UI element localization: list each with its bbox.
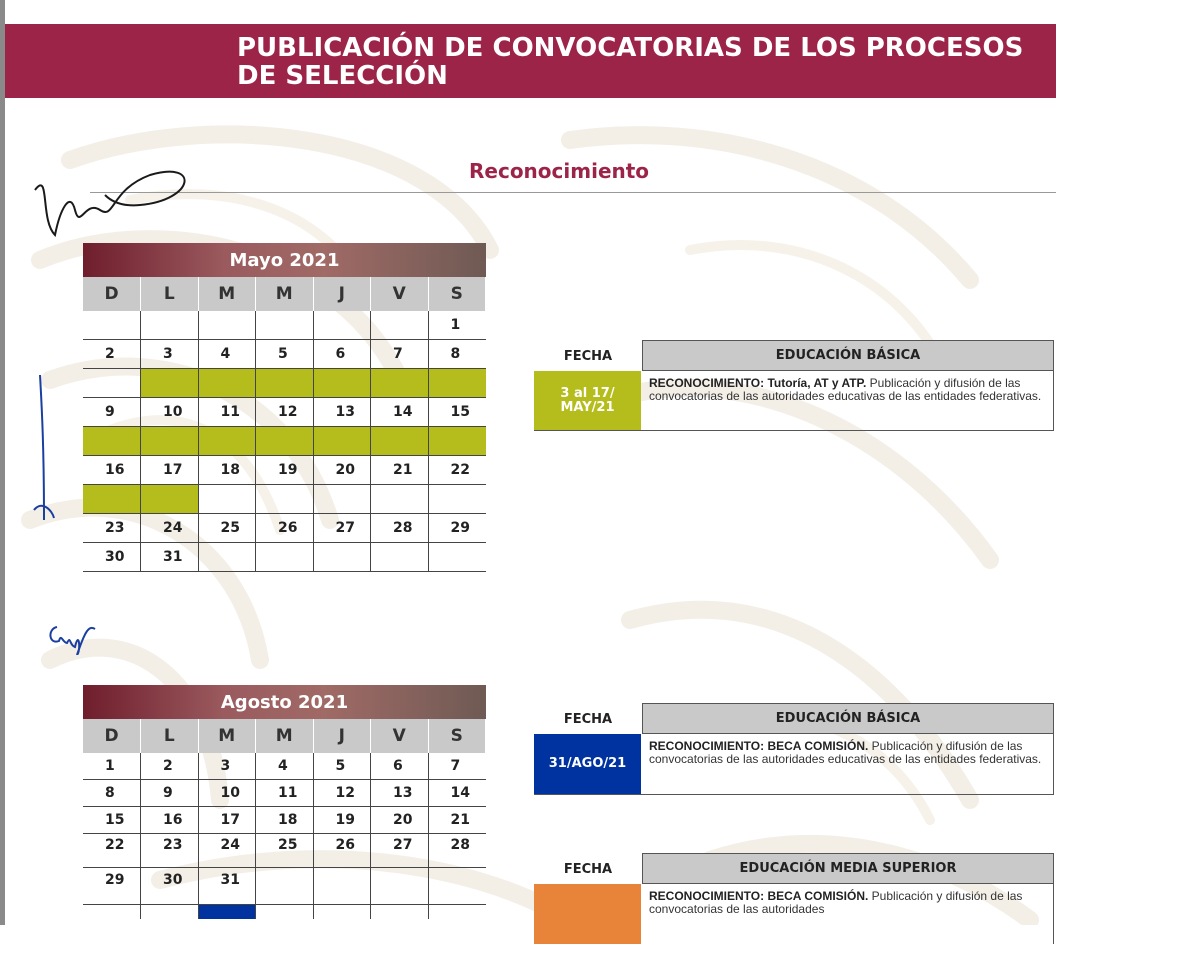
day-cell: 31 xyxy=(141,543,199,572)
event-detail: Publicación y difusión de las convocatorias de las autoridades educativas de las entidades federativas. xyxy=(649,739,1042,766)
day-cell: 26 xyxy=(256,514,314,543)
initials-mark xyxy=(45,615,105,655)
day-cell: 7 xyxy=(428,753,486,780)
day-cell xyxy=(198,311,256,340)
day-cell xyxy=(371,543,429,572)
weekday-header: L xyxy=(141,277,199,311)
section-title: Reconocimiento xyxy=(469,159,650,183)
day-cell: 24 xyxy=(198,834,256,868)
highlight-bar xyxy=(256,427,314,456)
fecha-label: FECHA xyxy=(563,862,613,877)
day-cell: 14 xyxy=(371,398,429,427)
day-cell: 19 xyxy=(256,456,314,485)
event-date-line-1: 3 al 17/ xyxy=(560,385,615,401)
day-cell: 1 xyxy=(83,753,141,780)
day-cell: 14 xyxy=(428,780,486,807)
day-cell: 3 xyxy=(141,340,199,369)
day-cell xyxy=(256,543,314,572)
event-description xyxy=(641,884,1054,944)
day-cell: 2 xyxy=(141,753,199,780)
highlight-row xyxy=(83,485,486,514)
weekday-header: L xyxy=(141,719,199,753)
event-detail: Publicación y difusión de las convocatorias de las autoridades educativas de las entidades federativas. xyxy=(649,376,1042,403)
section-divider xyxy=(90,192,1056,193)
weekday-header: D xyxy=(83,277,141,311)
day-cell xyxy=(313,543,371,572)
education-level-header: EDUCACIÓN BÁSICA xyxy=(642,703,1054,734)
calendar-august-grid xyxy=(83,719,486,919)
day-cell: 9 xyxy=(141,780,199,807)
day-cell: 11 xyxy=(256,780,314,807)
day-cell: 21 xyxy=(371,456,429,485)
day-cell: 30 xyxy=(141,868,199,905)
day-cell: 1 xyxy=(428,311,486,340)
calendar-august-title: Agosto 2021 xyxy=(83,685,486,719)
weekday-header: J xyxy=(313,277,371,311)
education-level-header: EDUCACIÓN BÁSICA xyxy=(642,340,1054,371)
day-cell: 10 xyxy=(141,398,199,427)
day-cell: 12 xyxy=(313,780,371,807)
day-cell: 20 xyxy=(313,456,371,485)
day-cell: 17 xyxy=(198,807,256,834)
day-cell: 23 xyxy=(83,514,141,543)
day-cell: 24 xyxy=(141,514,199,543)
day-cell: 21 xyxy=(428,807,486,834)
week-row xyxy=(83,868,486,905)
day-cell xyxy=(256,868,314,905)
highlight-bar xyxy=(198,905,256,920)
day-cell: 5 xyxy=(256,340,314,369)
day-cell: 29 xyxy=(83,868,141,905)
header-banner xyxy=(5,24,1056,98)
day-cell: 30 xyxy=(83,543,141,572)
weekday-header: V xyxy=(371,719,429,753)
day-cell xyxy=(371,311,429,340)
weekday-header: J xyxy=(313,719,371,753)
day-cell: 10 xyxy=(198,780,256,807)
weekday-header-row xyxy=(83,277,486,311)
calendar-may-grid xyxy=(83,277,486,572)
page-title-line-2: DE SELECCIÓN xyxy=(237,61,448,91)
day-cell: 3 xyxy=(198,753,256,780)
day-cell: 13 xyxy=(313,398,371,427)
event-card-basica-aug xyxy=(534,703,1054,795)
weekday-header: V xyxy=(371,277,429,311)
day-cell: 23 xyxy=(141,834,199,868)
weekday-header-row xyxy=(83,719,486,753)
day-cell: 15 xyxy=(83,807,141,834)
day-cell xyxy=(256,311,314,340)
day-cell xyxy=(83,311,141,340)
day-cell: 18 xyxy=(256,807,314,834)
day-cell: 6 xyxy=(371,753,429,780)
day-cell: 18 xyxy=(198,456,256,485)
day-cell: 12 xyxy=(256,398,314,427)
week-row xyxy=(83,456,486,485)
page-title-line-1: PUBLICACIÓN DE CONVOCATORIAS DE LOS PROCESOS xyxy=(237,33,1024,63)
event-card-basica-may xyxy=(534,340,1054,431)
day-cell: 7 xyxy=(371,340,429,369)
event-title: RECONOCIMIENTO: BECA COMISIÓN. xyxy=(649,739,869,753)
highlight-bar xyxy=(371,427,429,456)
day-cell: 22 xyxy=(83,834,141,868)
signature-mark-2 xyxy=(30,370,70,530)
weekday-header: D xyxy=(83,719,141,753)
highlight-bar xyxy=(83,485,141,514)
day-cell xyxy=(141,311,199,340)
day-cell: 27 xyxy=(371,834,429,868)
day-cell: 15 xyxy=(428,398,486,427)
day-cell: 4 xyxy=(198,340,256,369)
event-date-badge xyxy=(534,884,641,958)
event-description xyxy=(641,734,1054,794)
day-cell xyxy=(428,868,486,905)
event-date-line-1: 31/AGO/21 xyxy=(548,943,627,958)
week-row xyxy=(83,543,486,572)
highlight-bar xyxy=(83,427,141,456)
event-date-badge xyxy=(534,734,641,794)
day-cell: 5 xyxy=(313,753,371,780)
calendar-august xyxy=(83,685,486,919)
day-cell: 25 xyxy=(256,834,314,868)
weekday-header: S xyxy=(428,719,486,753)
event-title: RECONOCIMIENTO: Tutoría, AT y ATP. xyxy=(649,376,867,390)
highlight-bar xyxy=(313,427,371,456)
calendar-may xyxy=(83,243,486,572)
week-row xyxy=(83,834,486,868)
event-date-line-2: MAY/21 xyxy=(560,399,615,415)
day-cell: 26 xyxy=(313,834,371,868)
event-card-media-superior xyxy=(534,853,1054,958)
highlight-row xyxy=(83,905,486,920)
highlight-bar xyxy=(428,427,486,456)
weekday-header: M xyxy=(198,277,256,311)
event-detail: Publicación y difusión de las convocatorias de las autoridades xyxy=(649,889,1023,916)
day-cell: 28 xyxy=(371,514,429,543)
event-date-line-1: 31/AGO/21 xyxy=(548,756,627,771)
day-cell: 31 xyxy=(198,868,256,905)
day-cell xyxy=(428,543,486,572)
day-cell: 8 xyxy=(83,780,141,807)
page-title xyxy=(237,34,1037,90)
day-cell: 9 xyxy=(83,398,141,427)
day-cell: 8 xyxy=(428,340,486,369)
highlight-bar xyxy=(428,369,486,398)
event-date-badge xyxy=(534,371,641,430)
day-cell: 13 xyxy=(371,780,429,807)
day-cell xyxy=(198,543,256,572)
week-row xyxy=(83,780,486,807)
highlight-bar xyxy=(256,369,314,398)
highlight-bar xyxy=(141,427,199,456)
week-row xyxy=(83,340,486,369)
day-cell: 16 xyxy=(83,456,141,485)
page-edge xyxy=(0,0,5,925)
fecha-label: FECHA xyxy=(563,712,613,727)
highlight-bar xyxy=(141,485,199,514)
weekday-header: S xyxy=(428,277,486,311)
day-cell: 22 xyxy=(428,456,486,485)
day-cell: 28 xyxy=(428,834,486,868)
education-level-header: EDUCACIÓN MEDIA SUPERIOR xyxy=(642,853,1054,884)
day-cell xyxy=(313,311,371,340)
week-row xyxy=(83,753,486,780)
weekday-header: M xyxy=(256,719,314,753)
day-cell: 2 xyxy=(83,340,141,369)
day-cell: 27 xyxy=(313,514,371,543)
day-cell: 17 xyxy=(141,456,199,485)
weekday-header: M xyxy=(256,277,314,311)
day-cell: 29 xyxy=(428,514,486,543)
signature-mark-1 xyxy=(30,150,200,250)
fecha-label: FECHA xyxy=(563,349,613,364)
highlight-bar xyxy=(198,427,256,456)
event-title: RECONOCIMIENTO: BECA COMISIÓN. xyxy=(649,889,869,903)
calendar-may-title: Mayo 2021 xyxy=(83,243,486,277)
weekday-header: M xyxy=(198,719,256,753)
day-cell: 25 xyxy=(198,514,256,543)
week-row xyxy=(83,398,486,427)
highlight-row xyxy=(83,369,486,398)
day-cell: 4 xyxy=(256,753,314,780)
day-cell: 6 xyxy=(313,340,371,369)
event-description xyxy=(641,371,1054,430)
highlight-row xyxy=(83,427,486,456)
day-cell: 20 xyxy=(371,807,429,834)
week-row xyxy=(83,807,486,834)
day-cell: 16 xyxy=(141,807,199,834)
highlight-bar xyxy=(141,369,199,398)
week-row xyxy=(83,514,486,543)
highlight-bar xyxy=(198,369,256,398)
week-row xyxy=(83,311,486,340)
day-cell xyxy=(371,868,429,905)
day-cell: 11 xyxy=(198,398,256,427)
day-cell: 19 xyxy=(313,807,371,834)
highlight-bar xyxy=(313,369,371,398)
highlight-bar xyxy=(371,369,429,398)
day-cell xyxy=(313,868,371,905)
